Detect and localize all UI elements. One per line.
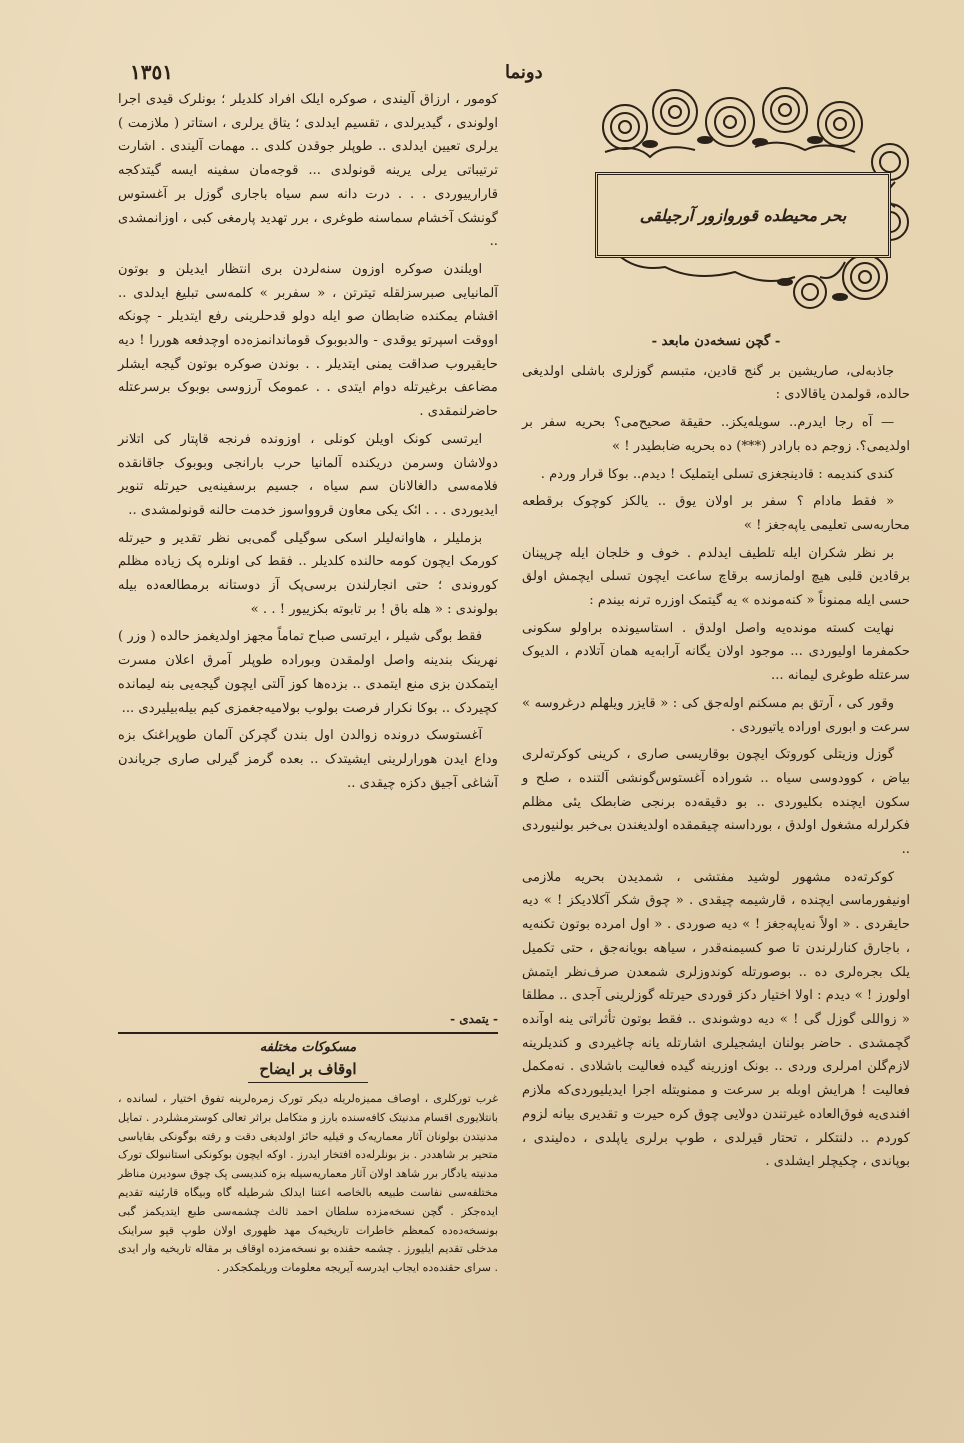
publication-name: دونما <box>505 62 543 83</box>
right-paragraph-7: وقور کی ، آرتق بم مسکنم اوله‌جق کی : « قایزر ویلهلم درغروسه » سرعت و ابوری اوراده یاتیوردی . <box>522 695 910 735</box>
ornamental-title-frame <box>595 82 910 314</box>
right-paragraph-9: کوکرته‌ده مشهور لوشید مفتشی ، شمدیدن بحریه ملازمی اونیفورماسی ایچنده ، قارشیمه چیقدی . « چوق شکر آکلادیکز ! » دیه حایقردی . « اولاً نه‌یاپه‌جغز ! » دیه صوردی . « اول امرده بوتون تکنه‌یه ، باجارق کنارلرندن تا صو کسیمنه‌قدر ، سیاهه بویانه‌جق ، حتی تکمیل یلک بجره‌لری ده .. بوصورتله کوندوزلری شمعدن صرف‌نظر ایتمش اولورز ! » دیدم : اولا اختیار دکز قوردی حیرتله گوزلرینی آجدی .. مطلقا « زواللی گوزل گی ! » دیه دوشوندی .. فقط بوتون تأثراتی ینه اوآنده گچمشدی . حاضر بولنان ایشجیلری اشارتله یانه چاغیردی و کندیلرینه لازم‌گلن امرلری وردی .. بونک اوزرینه گیده فعالیت باشلادی . نه‌مکمل فعالیت ! هرایش اوبله بر سرعت و ممنویتله اجرا ایدیلیوردی‌که ملازم افندی‌یه فوق‌العاده غیرتندن دولایی چوق کره حیرت و تقدیری بیانه لزوم کوردم .. دلنتکلر ، تحتار قیرلدی ، طوپ برلری یاپلدی ، ده‌لیندی ، بوپاندی ، چکیچلر ایشلدی . <box>522 869 910 1170</box>
right-paragraph-3: کندی کندیمه : قادینجغزی تسلی ایتملیک ! دیدم.. بوکا قرار وردم . <box>540 466 895 482</box>
section-divider <box>118 1032 498 1034</box>
right-paragraph-8: گوزل وزیتلی کوروتک ایچون بوقاریسی صاری ، کرینی کوکرته‌لری بیاض ، کوودوسی سیاه .. شوراده آغستوس‌گونشی آلتنده ، صلح و سکون ایچنده بکلیوردی .. بو دقیقه‌ده برنجی ضابطک یئی مظلم فکرلرله مشغول اولدق ، بورداسنه چیقمقده اولدیغندن بی‌خبر بولنیوردی .. <box>522 747 910 858</box>
lower-section-heading: مسکوکات مختلفه <box>259 1040 357 1055</box>
continued-note: - یتمدی - <box>450 1012 498 1026</box>
left-column <box>118 88 498 799</box>
left-paragraph-2: اویلندن صوکره اوزون سنه‌لردن بری انتظار ایدیلن و بوتون آلمانیایی صبرسزلقله تیترتن ، « سفربر » کلمه‌سی تبلیغ ایدلدی .. اقشام یمکنده ضابطان صو ایله دولو قدحلرینی رفع ایتدیلر - چونکه اووقت اسپرتو یوقدی - والدبوبوک قوماندانمزه‌ده اوچدفعه هوررا ! دیه حایقیروب صداقت یمنی ایتدیلر . . بوندن صوکره بوتون گیجه ایشلر مضاعف برغیرتله دوام ایتدی . . عمومک آرزوسی بوبوک برسرعتله حاضرلنمقدی . <box>118 261 498 420</box>
right-column <box>522 330 910 1178</box>
left-paragraph-4: بزملیلر ، هاوانه‌لیلر اسکی سوگیلی گمی‌بی نظر تقدیر و حیرتله کورمک ایچون کومه حالنده کلدیلر .. فقط کی اونلره پک زیاده مظلم کوروندی ؛ حتی انجارلندن برسی‌پک آز دوستانه برمطالعه‌ده بیله بولوندی : « هله باق ! بر تابوته بکزییور ! . . » <box>118 530 498 617</box>
page-number: ١٣٥١ <box>130 60 173 84</box>
right-paragraph-6: نهایت کسته مونده‌یه واصل اولدق . استاسیونده براولو سکونی حکمفرما اولیوردی ... موجود اولان یگانه آرابه‌یه همان آتلادم ، الدیوک سرعتله طوغری لیمانه ... <box>522 620 910 684</box>
right-paragraph-2: — آه رجا ایدرم.. سویله‌یکز.. حقیقة صحیح‌می؟ بحریه سفر بر اولدیمی؟. زوجم ده بارادر (***) ده بحریه ضابطیدر ! » <box>522 415 910 454</box>
left-paragraph-1: کومور ، ارزاق آلیندی ، صوکره ایلک افراد کلدیلر ؛ بونلرک قیدی اجرا اولوندی ، گیدیرلدی ، تقسیم ایدلدی ؛ یتاق یرلری ، استاتر ( ملازمت ) یرلری تعیین ایدلدی .. طوپلر جوقدن کلدی .. مهمات آلیندی . اشارت ترتیباتی یرلی یرینه قونولدی ... قوجه‌مان سفینه ایسه گیتدکجه قارارییوردی . . . درت دانه سم سیاه باجاری گوزل بر آغستوس گونشک آخشام سماسنه طوغری ، برر تهدید پارمغی کبی ، اوزانمشدی .. <box>118 92 498 250</box>
lower-paragraph-1: غرب تورکلری ، اوصاف ممیزه‌لریله دیکر تورک زمره‌لرینه تفوق اختیار ، لسانده ، بانتلایوری اقسام مدنیتک کافه‌سنده بارز و متکامل براثر تعالی کوسترمشلردر . تمایل مدنیتدن بولونان آثار معماریه‌ک و قیلیه حائز اولدیغی دقت و رقته بوگونکی بقایاسی متحیر بر شاهددر . بز بونلرله‌ده افتخار ایدرز . اوکه ایچون بوکونکی استانبولک تورک مدنیته یادگار برر شاهد اولان آثار معماریه‌سیله بزه کندیسی پک چوق سودیرن مناظر مختلفه‌سی نفاست طبیعه بالخاصه اعتنا ایدلک شرطیله گاه وبیگاه قارئینه تقدیم ایده‌جکز . گچن نسخه‌مزده سلطان احمد ثالث چشمه‌سی طبع ایتدیکمز گبی بونسخه‌ده‌ده کمعظم خاطرات تاریخیه‌ک مهد ظهوری اولان طوپ قپو سراینک مدخلی تقدیم ایلیورز . چشمه حقنده بو نسخه‌مزده اوقاف بر مقاله تاریخیه وار ایدی . سرای حقنده‌ده ایجاب ایدرسه آیریجه معلومات وریلمکجکدر . <box>118 1092 498 1275</box>
right-paragraph-5: بر نظر شکران ایله تلطیف ایدلدم . خوف و خلجان ایله چرپینان برقادین قلبی هیچ اولمازسه برقاچ ساعت ایچون تسلی ایچمش اولق حسی ایله ممنوناً « کنه‌مونده » یه گیتمک اوزره ترنه بیندم : <box>522 545 910 609</box>
article-title: بحر محیطده قوروازور آرجیلقی <box>639 205 847 225</box>
lower-section-title: اوقاف بر ایضاح <box>259 1060 357 1078</box>
article-subtitle: - گچن نسخه‌دن مابعد - <box>651 334 781 349</box>
lower-section-body <box>118 1090 498 1278</box>
right-paragraph-1: جاذبه‌لی، صاریشین بر گنج قادین، متبسم گوزلری باشلی اولدیغی حالده، قولمدن یاقالادی : <box>522 363 910 403</box>
title-underline <box>248 1082 368 1083</box>
ornament-title-box <box>595 172 891 258</box>
left-paragraph-5: فقط بوگی شیلر ، ایرتسی صباح تماماً مجهز اولدیغمز حالده ( وزر ) نهرینک بندینه واصل اولمقدن وبوراده طوپلر آمرق اعلان مسرت ایتمکدن بزی منع ایتمدی .. بزده‌ها کوز آلتی ایچون گیجه‌یی بنه لیمانده کچیردک .. بوکا نکرار فرصت بولوب بولامیه‌جغمزی کیم بیله‌بیلیردی ... <box>118 629 498 716</box>
right-paragraph-4: « فقط مادام ؟ سفر بر اولان یوق .. یالکز کوچوک برقطعه محاربه‌سی تعلیمی یاپه‌جغز ! » <box>522 494 910 533</box>
left-paragraph-3: ایرتسی کونک اویلن کونلی ، اوزونده فرنجه قاپتار کی اتلانر دولاشان وسرمن دریکنده آلمانیا حرب بارانجی وبوبوک جاقانقده فلامه‌سی دالغالانان سم سیاه ، جسیم برسفینه‌یی حیرتله تنویر ایدیوردی . . . ائک یکی معاون قروواسوز خدمت حالنه قونولمشدی .. <box>118 431 498 518</box>
left-paragraph-6: آغستوسک درونده زوالدن اول بندن گچرکن آلمان طوپراغنک بزه وداع ایدن هورارلرینی ایشیتدک .. بعده گرمز گیرلی صاری جریاندن آشاغی آجیق دکزه چیقدی .. <box>118 728 498 791</box>
